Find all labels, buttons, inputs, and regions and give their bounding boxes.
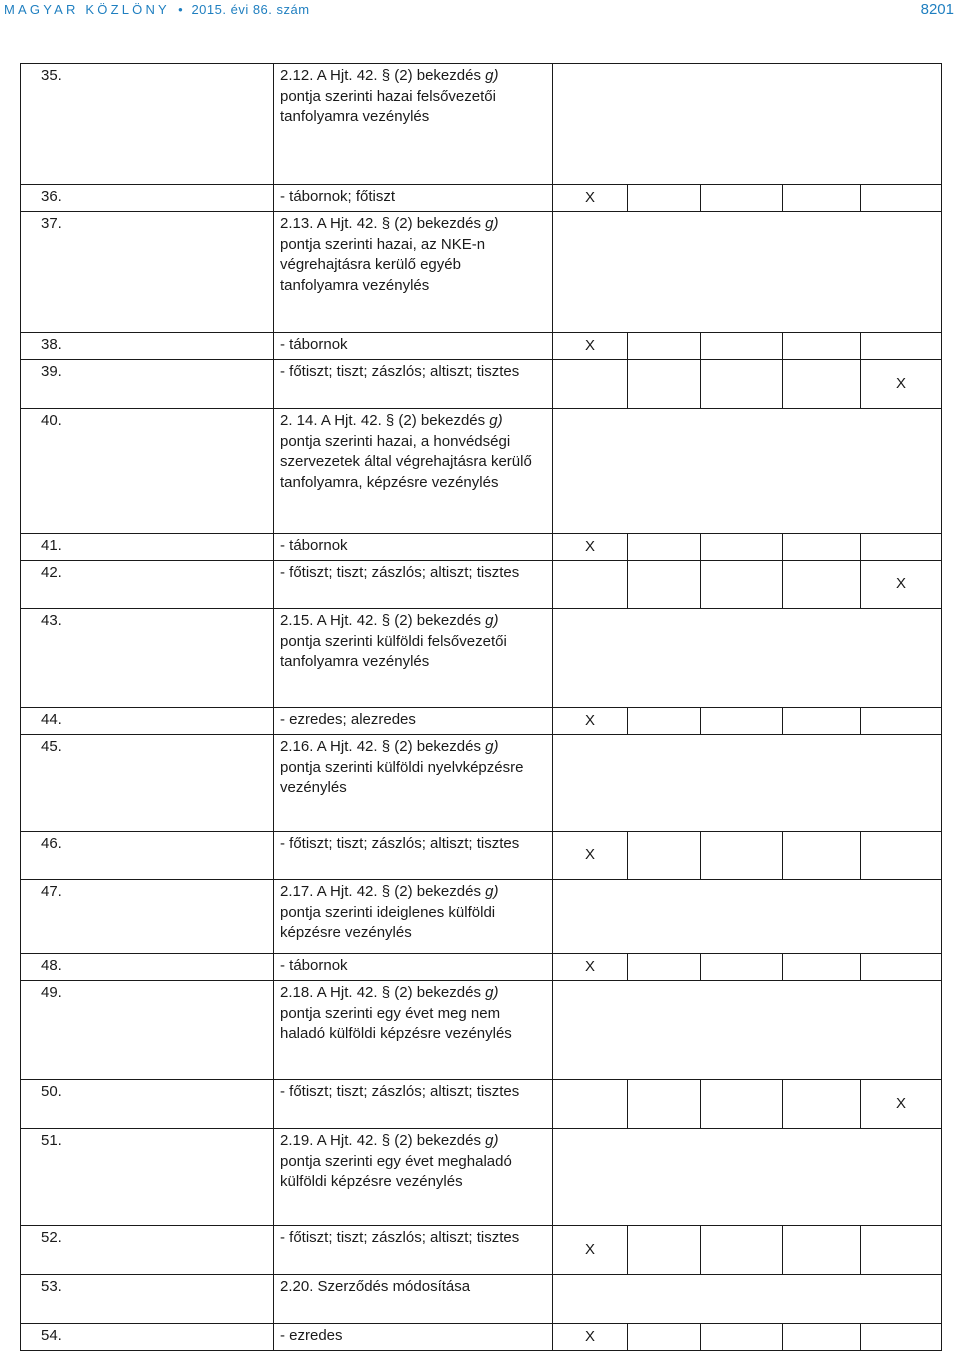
text-line: vezénylés bbox=[280, 779, 347, 796]
text-line: pontja szerinti külföldi felsővezetői bbox=[280, 632, 507, 650]
mark-cell: X bbox=[861, 561, 942, 609]
table-row bbox=[21, 981, 942, 1080]
text-line: pontja szerinti ideiglenes külföldi bbox=[280, 903, 496, 921]
row-number: 51. bbox=[21, 1129, 274, 1226]
empty-cell bbox=[861, 1324, 942, 1351]
text-line: tanfolyamra vezénylés bbox=[280, 276, 430, 294]
row-text bbox=[274, 1324, 553, 1351]
row-text bbox=[274, 333, 553, 360]
empty-cell bbox=[553, 212, 942, 333]
row-number: 50. bbox=[21, 1080, 274, 1129]
empty-cell bbox=[701, 1226, 783, 1275]
text-line: 2.20. Szerződés módosítása bbox=[280, 1278, 471, 1295]
row-text bbox=[274, 1275, 553, 1324]
text-line: 2.16. A Hjt. 42. § (2) bekezdés g) bbox=[280, 738, 499, 755]
empty-cell bbox=[783, 832, 861, 880]
running-head bbox=[4, 2, 310, 17]
text-line: tanfolyamra vezénylés bbox=[280, 108, 430, 125]
empty-cell bbox=[553, 360, 628, 409]
empty-cell bbox=[861, 333, 942, 360]
empty-cell bbox=[553, 561, 628, 609]
text-line: - tábornok bbox=[280, 336, 348, 353]
text-line: 2.18. A Hjt. 42. § (2) bekezdés g) bbox=[280, 984, 499, 1001]
empty-cell bbox=[628, 708, 701, 735]
empty-cell bbox=[628, 185, 701, 212]
text-line: szervezetek által végrehajtásra kerülő bbox=[280, 453, 532, 470]
row-text bbox=[274, 832, 553, 880]
header-bullet: • bbox=[178, 2, 184, 17]
empty-cell bbox=[628, 1226, 701, 1275]
row-text bbox=[274, 880, 553, 954]
text-line: - ezredes; alezredes bbox=[280, 711, 416, 728]
table-row bbox=[21, 1129, 942, 1226]
table-row bbox=[21, 609, 942, 708]
row-number: 47. bbox=[21, 880, 274, 954]
empty-cell bbox=[553, 880, 942, 954]
mark-cell: X bbox=[553, 832, 628, 880]
text-line: 2.13. A Hjt. 42. § (2) bekezdés g) bbox=[280, 215, 499, 232]
text-line: - főtiszt; tiszt; zászlós; altiszt; tisztes bbox=[280, 564, 520, 581]
mark-cell: X bbox=[861, 1080, 942, 1129]
row-number: 45. bbox=[21, 735, 274, 832]
journal-title: MAGYAR KÖZLÖNY bbox=[4, 2, 170, 17]
mark-cell: X bbox=[553, 954, 628, 981]
table-row bbox=[21, 708, 942, 735]
text-line: 2.15. A Hjt. 42. § (2) bekezdés g) bbox=[280, 612, 499, 629]
empty-cell bbox=[861, 708, 942, 735]
row-text bbox=[274, 1080, 553, 1129]
empty-cell bbox=[701, 954, 783, 981]
row-number: 38. bbox=[21, 333, 274, 360]
empty-cell bbox=[628, 333, 701, 360]
empty-cell bbox=[553, 1080, 628, 1129]
text-line: képzésre vezénylés bbox=[280, 924, 412, 941]
text-line: - tábornok bbox=[280, 537, 348, 554]
empty-cell bbox=[701, 185, 783, 212]
row-number: 35. bbox=[21, 64, 274, 185]
page-number: 8201 bbox=[920, 1, 954, 18]
row-number: 53. bbox=[21, 1275, 274, 1324]
row-number: 52. bbox=[21, 1226, 274, 1275]
schedule-table bbox=[20, 63, 942, 1351]
empty-cell bbox=[628, 534, 701, 561]
empty-cell bbox=[553, 64, 942, 185]
table-row bbox=[21, 735, 942, 832]
empty-cell bbox=[783, 360, 861, 409]
mark-cell: X bbox=[553, 185, 628, 212]
row-text bbox=[274, 609, 553, 708]
text-line: pontja szerinti egy évet meg nem bbox=[280, 1004, 501, 1022]
row-text bbox=[274, 185, 553, 212]
text-line: - tábornok bbox=[280, 957, 348, 974]
empty-cell bbox=[701, 1080, 783, 1129]
row-number: 39. bbox=[21, 360, 274, 409]
issue-label: 2015. évi 86. szám bbox=[191, 2, 310, 17]
row-text bbox=[274, 561, 553, 609]
text-line: pontja szerinti hazai felsővezetői bbox=[280, 87, 496, 105]
table-row bbox=[21, 832, 942, 880]
mark-cell: X bbox=[553, 333, 628, 360]
empty-cell bbox=[701, 708, 783, 735]
empty-cell bbox=[553, 609, 942, 708]
empty-cell bbox=[861, 832, 942, 880]
empty-cell bbox=[783, 534, 861, 561]
text-line: - főtiszt; tiszt; zászlós; altiszt; tisztes bbox=[280, 1083, 520, 1100]
table-row bbox=[21, 333, 942, 360]
table-row bbox=[21, 1324, 942, 1351]
text-line: tanfolyamra vezénylés bbox=[280, 653, 430, 670]
table-row bbox=[21, 64, 942, 185]
text-line: - főtiszt; tiszt; zászlós; altiszt; tisztes bbox=[280, 835, 520, 852]
empty-cell bbox=[861, 954, 942, 981]
empty-cell bbox=[701, 561, 783, 609]
table-row bbox=[21, 880, 942, 954]
empty-cell bbox=[553, 735, 942, 832]
row-text bbox=[274, 212, 553, 333]
empty-cell bbox=[628, 1324, 701, 1351]
table-row bbox=[21, 561, 942, 609]
mark-cell: X bbox=[553, 1226, 628, 1275]
row-text bbox=[274, 954, 553, 981]
table-row bbox=[21, 1080, 942, 1129]
mark-cell: X bbox=[861, 360, 942, 409]
row-text bbox=[274, 534, 553, 561]
empty-cell bbox=[861, 185, 942, 212]
table-row bbox=[21, 212, 942, 333]
row-number: 48. bbox=[21, 954, 274, 981]
table-row bbox=[21, 185, 942, 212]
empty-cell bbox=[628, 954, 701, 981]
text-line: pontja szerinti hazai, a honvédségi bbox=[280, 432, 511, 450]
text-line: 2.12. A Hjt. 42. § (2) bekezdés g) bbox=[280, 67, 499, 84]
text-line: külföldi képzésre vezénylés bbox=[280, 1173, 463, 1190]
row-number: 40. bbox=[21, 409, 274, 534]
mark-cell: X bbox=[553, 534, 628, 561]
text-line: haladó külföldi képzésre vezénylés bbox=[280, 1025, 512, 1042]
empty-cell bbox=[628, 832, 701, 880]
empty-cell bbox=[628, 1080, 701, 1129]
row-number: 44. bbox=[21, 708, 274, 735]
row-text bbox=[274, 981, 553, 1080]
text-line: - főtiszt; tiszt; zászlós; altiszt; tisztes bbox=[280, 1229, 520, 1246]
empty-cell bbox=[553, 409, 942, 534]
text-line: pontja szerinti külföldi nyelvképzésre bbox=[280, 758, 524, 776]
text-line: - tábornok; főtiszt bbox=[280, 188, 396, 205]
row-text bbox=[274, 708, 553, 735]
text-line: végrehajtásra kerülő egyéb bbox=[280, 256, 461, 273]
empty-cell bbox=[701, 360, 783, 409]
empty-cell bbox=[783, 333, 861, 360]
text-line: - főtiszt; tiszt; zászlós; altiszt; tisztes bbox=[280, 363, 520, 380]
row-text bbox=[274, 1129, 553, 1226]
empty-cell bbox=[553, 1129, 942, 1226]
empty-cell bbox=[783, 1324, 861, 1351]
empty-cell bbox=[628, 561, 701, 609]
empty-cell bbox=[701, 832, 783, 880]
row-number: 36. bbox=[21, 185, 274, 212]
empty-cell bbox=[553, 1275, 942, 1324]
row-number: 54. bbox=[21, 1324, 274, 1351]
text-line: 2.19. A Hjt. 42. § (2) bekezdés g) bbox=[280, 1132, 499, 1149]
row-number: 46. bbox=[21, 832, 274, 880]
row-number: 42. bbox=[21, 561, 274, 609]
text-line: - ezredes bbox=[280, 1327, 343, 1344]
row-text bbox=[274, 1226, 553, 1275]
row-text bbox=[274, 735, 553, 832]
mark-cell: X bbox=[553, 1324, 628, 1351]
empty-cell bbox=[783, 561, 861, 609]
row-number: 41. bbox=[21, 534, 274, 561]
text-line: pontja szerinti hazai, az NKE-n bbox=[280, 235, 486, 253]
table-row bbox=[21, 1275, 942, 1324]
empty-cell bbox=[783, 1226, 861, 1275]
empty-cell bbox=[701, 1324, 783, 1351]
table-row bbox=[21, 534, 942, 561]
row-number: 43. bbox=[21, 609, 274, 708]
empty-cell bbox=[783, 1080, 861, 1129]
mark-cell: X bbox=[553, 708, 628, 735]
table-row bbox=[21, 1226, 942, 1275]
row-text bbox=[274, 409, 553, 534]
empty-cell bbox=[553, 981, 942, 1080]
empty-cell bbox=[701, 534, 783, 561]
empty-cell bbox=[861, 1226, 942, 1275]
empty-cell bbox=[861, 534, 942, 561]
row-number: 37. bbox=[21, 212, 274, 333]
empty-cell bbox=[783, 708, 861, 735]
table-row bbox=[21, 409, 942, 534]
empty-cell bbox=[701, 333, 783, 360]
text-line: 2. 14. A Hjt. 42. § (2) bekezdés g) bbox=[280, 412, 503, 429]
text-line: 2.17. A Hjt. 42. § (2) bekezdés g) bbox=[280, 883, 499, 900]
table-row bbox=[21, 360, 942, 409]
text-line: tanfolyamra, képzésre vezénylés bbox=[280, 473, 499, 491]
row-text bbox=[274, 64, 553, 185]
empty-cell bbox=[628, 360, 701, 409]
table-row bbox=[21, 954, 942, 981]
empty-cell bbox=[783, 954, 861, 981]
text-line: pontja szerinti egy évet meghaladó bbox=[280, 1152, 512, 1170]
empty-cell bbox=[783, 185, 861, 212]
row-text bbox=[274, 360, 553, 409]
page-header bbox=[0, 0, 960, 22]
row-number: 49. bbox=[21, 981, 274, 1080]
